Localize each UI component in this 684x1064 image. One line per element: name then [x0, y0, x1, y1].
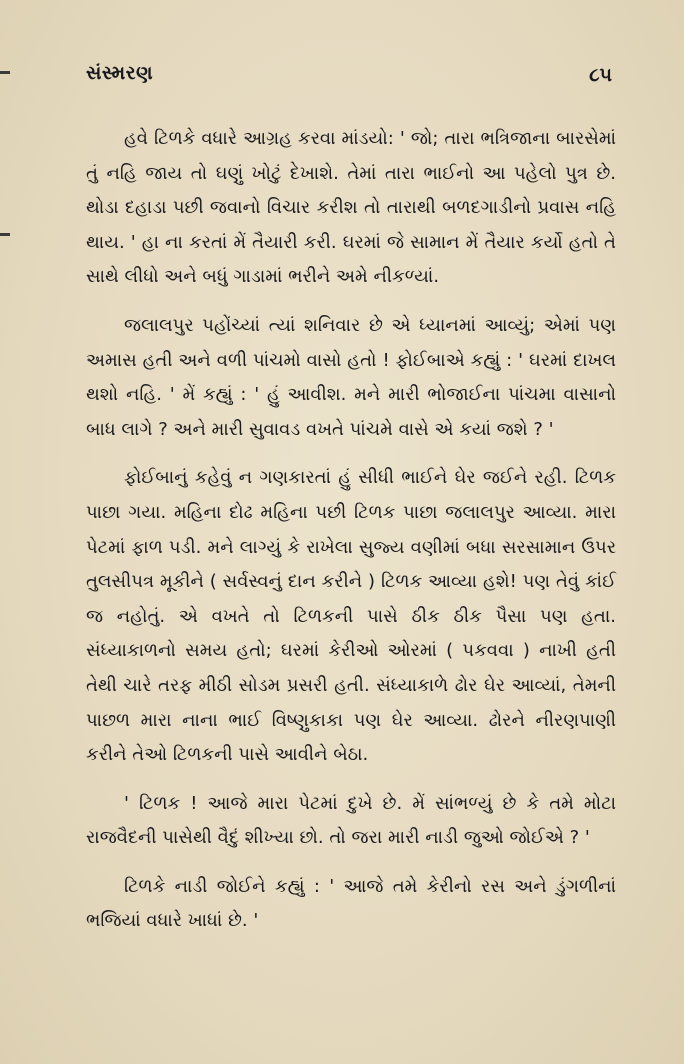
paragraph: ટિળકે નાડી જોઈને કહ્યું : ' આજે તમે કેરીનો રસ અને ડુંગળીનાં ભજિયાં વધારે ખાધાં છે. ' — [86, 875, 616, 932]
paragraph: હવે ટિળકે વધારે આગ્રહ કરવા માંડયો: ' જો; તારા ભત્રિજાના બારસેમાં તું નહિ જાય તો ઘણું ખોટું દેખાશે. તેમાં તારા ભાઈનો આ પહેલો પુત્ર છે. થોડા દહાડા પછી જવાનો વિચાર કરીશ તો તારાથી બળદગાડીનો પ્રવાસ નહિ થાય. ' હા ના કરતાં મેં તૈયારી કરી. ઘરમાં જે સામાન મેં તૈયાર કર્યો હતો તે સાથે લીધો અને બધું ગાડામાં ભરીને અમે નીકળ્યાં. — [86, 128, 616, 288]
page-edge-mark — [0, 71, 10, 74]
page-edge-mark — [0, 233, 10, 236]
running-head: સંસ્મરણ — [86, 62, 154, 84]
page-header — [86, 62, 612, 92]
body-text — [86, 122, 616, 939]
paragraph: ' ટિળક ! આજે મારા પેટમાં દુખે છે. મેં સાંભળ્યું છે કે તમે મોટા રાજવૈદની પાસેથી વૈદું શીખ્યા છો. તો જરા મારી નાડી જુઓ જોઈએ ? ' — [86, 792, 616, 849]
page-number: ૮૫ — [589, 64, 612, 86]
paragraph: ફોઈબાનું કહેવું ન ગણકારતાં હું સીધી ભાઈને ઘેર જઈને રહી. ટિળક પાછા ગયા. મહિના દોઢ મહિના પછી ટિળક પાછા જલાલપુર આવ્યા. મારા પેટમાં ફાળ પડી. મને લાગ્યું કે રાખેલા સુજ્ય વણીમાં બધા સરસામાન ઉપર તુલસીપત્ર મૂકીને ( સર્વસ્વનું દાન કરીને ) ટિળક આવ્યા હશે! પણ તેવું કાંઈ જ નહોતું. એ વખતે તો ટિળકની પાસે ઠીક ઠીક પૈસા પણ હતા. સંધ્યાકાળનો સમય હતો; ઘરમાં કેરીઓ ઓરમાં ( પકવવા ) નાખી હતી તેથી ચારે તરફ મીઠી સોડમ પ્રસરી હતી. સંધ્યાકાળે ઢોર ઘેર આવ્યાં, તેમની પાછળ મારા નાના ભાઈ વિષ્ણુકાકા પણ ઘેર આવ્યા. ઢોરને નીરણપાણી કરીને તેઓ ટિળકની પાસે આવીને બેઠા. — [86, 467, 616, 766]
paragraph: જલાલપુર પહોંચ્યાં ત્યાં શનિવાર છે એ ધ્યાનમાં આવ્યું; એમાં પણ અમાસ હતી અને વળી પાંચમો વાસો હતો ! ફોઈબાએ કહ્યું : ' ઘરમાં દાખલ થશો નહિ. ' મેં કહ્યું : ' હું આવીશ. મને મારી ભોજાઈના પાંચમા વાસાનો બાધ લાગે ? અને મારી સુવાવડ વખતે પાંચમે વાસે એ કયાં જશે ? ' — [86, 314, 616, 440]
